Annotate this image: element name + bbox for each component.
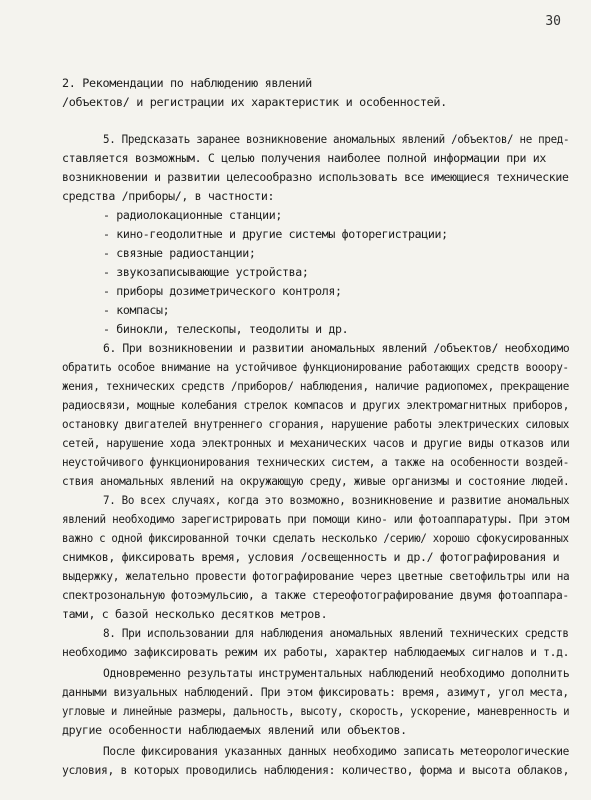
paragraph-line: сетей, нарушение хода электронных и механических часов и другие виды отказов или [62,436,570,450]
paragraph-line: спектрозональную фотоэмульсию, а также стереофотографирование двумя фотоаппара- [62,588,569,602]
paragraph-line: возникновении и развитии целесообразно использовать все имеющиеся технические [62,170,569,184]
paragraph-line: тами, с базой несколько десятков метров. [62,607,328,621]
list-item: - кино-геодолитные и другие системы фоторегистрации; [103,227,448,241]
paragraph-line: обратить особое внимание на устойчивое функционирование работающих средств вооору- [62,360,569,374]
paragraph-line: ставляется возможным. С целью получения наиболее полной информации при их [62,151,546,165]
paragraph-line: 7. Во всех случаях, когда это возможно, возникновение и развитие аномальных [103,493,570,507]
paragraph-line: условия, в которых проводились наблюдения: количество, форма и высота облаков, [62,763,570,777]
paragraph-line: угловые и линейные размеры, дальность, высоту, скорость, ускорение, маневренность и [62,704,570,718]
paragraph-line: неустойчивого функционирования технических систем, а также на особенности воздей- [62,455,570,469]
paragraph-line: выдержку, желательно провести фотографирование через цветные светофильтры или на [62,569,570,583]
paragraph-line: другие особенности наблюдаемых явлений или объектов. [62,723,407,737]
paragraph-line: данными визуальных наблюдений. При этом фиксировать: время, азимут, угол места, [62,685,569,699]
paragraph-line: явлений необходимо зарегистрировать при помощи кино- или фотоаппаратуры. При этом [62,512,570,526]
paragraph-line: средства /приборы/, в частности: [62,189,275,203]
section-heading-line-2: /объектов/ и регистрации их характеристик и особенностей. [62,95,447,109]
list-item: - связные радиостанции; [103,246,256,260]
paragraph-line: остановку двигателей внутреннего сгорания, нарушение работы электрических силовых [62,417,570,431]
list-item: - звукозаписывающие устройства; [103,265,309,279]
paragraph-line: 5. Предсказать заранее возникновение аномальных явлений /объектов/ не пред- [103,132,570,146]
paragraph-line: жения, технических средств /приборов/ наблюдения, наличие радиопомех, прекращение [62,379,570,393]
section-heading-line-1: 2. Рекомендации по наблюдению явлений [62,76,312,90]
list-item: - бинокли, телескопы, теодолиты и др. [103,322,349,336]
paragraph-line: необходимо зафиксировать режим их работы, характер наблюдаемых сигналов и т.д. [62,645,570,659]
paragraph-line: Одновременно результаты инструментальных наблюдений необходимо дополнить [103,666,570,680]
paragraph-line: 8. При использовании для наблюдения аномальных явлений технических средств [103,626,569,640]
list-item: - компасы; [103,303,170,317]
page-number: 30 [545,14,561,29]
paragraph-line: После фиксирования указанных данных необходимо записать метеорологические [103,744,569,758]
paragraph-line: важно с одной фиксированной точки сделать несколько /серию/ хорошо сфокусированных [62,531,569,545]
paragraph-line: снимков, фиксировать время, условия /освещенность и др./ фотографирования и [62,550,560,564]
list-item: - радиолокационные станции; [103,208,283,222]
paragraph-line: ствия аномальных явлений на окружающую среду, живые организмы и состояние людей. [62,474,570,488]
list-item: - приборы дозиметрического контроля; [103,284,342,298]
paragraph-line: 6. При возникновении и развитии аномальных явлений /объектов/ необходимо [103,341,570,355]
paragraph-line: радиосвязи, мощные колебания стрелок компасов и других электромагнитных приборов, [62,398,570,412]
